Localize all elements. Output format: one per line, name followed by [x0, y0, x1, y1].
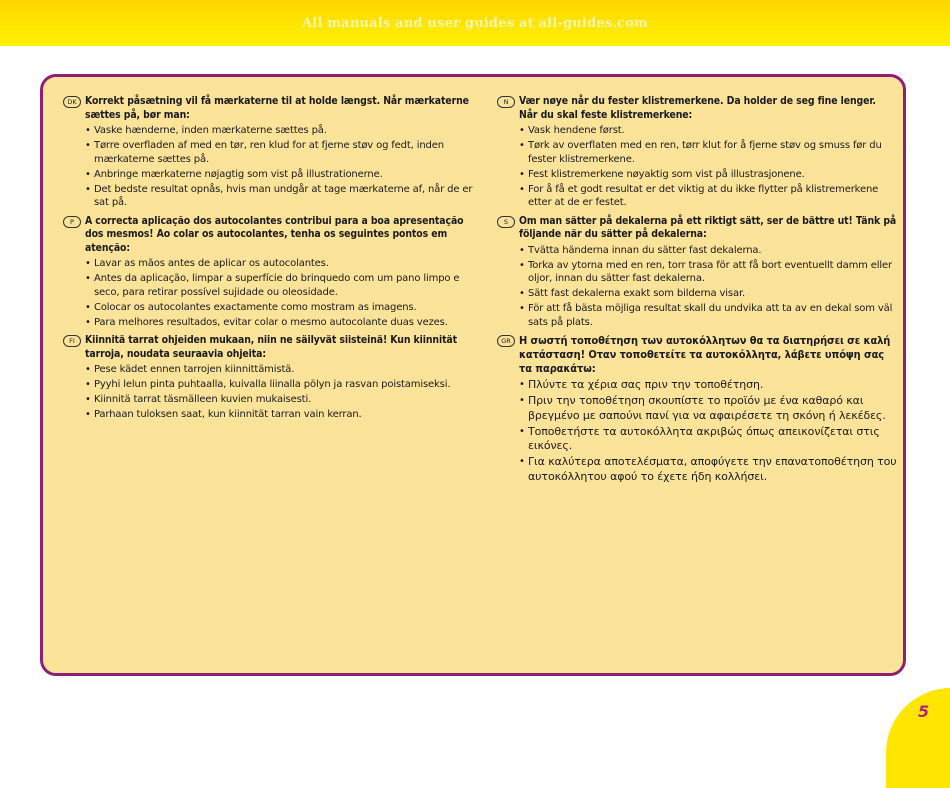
header-bar	[0, 0, 950, 46]
section-heading: Om man sätter på dekalerna på ett riktigt sätt, ser de bättre ut! Tänk på följande när du sätter på dekalerna:	[519, 214, 897, 240]
list-item: • Πλύντε τα χέρια σας πριν την τοποθέτηση.	[519, 378, 897, 393]
list-item: • Lavar as mãos antes de aplicar os autocolantes.	[85, 257, 477, 271]
section-heading: A correcta aplicação dos autocolantes contribui para a boa apresentação dos mesmos! Ao colar os autocolantes, tenha os seguintes pontos em atenção:	[85, 214, 464, 254]
section-gr	[497, 334, 897, 484]
language-badge-dk: DK	[63, 96, 81, 108]
page-number: 5	[918, 702, 930, 721]
section-heading: Η σωστή τοποθέτηση των αυτοκόλλητων θα τα διατηρήσει σε καλή κατάσταση! Οταν τοποθετείτε τα αυτοκόλλητα, λάβετε υπόψη σας τα παρακάτω:	[519, 334, 891, 375]
section-fi	[63, 334, 477, 422]
section-heading: Vær nøye når du fester klistremerkene. Da holder de seg fine lenger. Når du skal feste klistremerkene:	[519, 95, 876, 121]
list-item: • For å få et godt resultat er det viktig at du ikke flytter på klistremerkene etter at de er festet.	[519, 183, 897, 210]
list-item: • Det bedste resultat opnås, hvis man undgår at tage mærkaterne af, når de er sat på.	[85, 183, 477, 210]
list-item: • Vaske hænderne, inden mærkaterne sættes på.	[85, 124, 477, 138]
section-p	[63, 215, 477, 330]
instruction-list	[519, 244, 897, 330]
instruction-list	[519, 124, 897, 210]
instruction-list	[519, 378, 897, 484]
left-column	[63, 95, 477, 427]
instructions-panel	[40, 74, 906, 676]
list-item: • Para melhores resultados, evitar colar o mesmo autocolante duas vezes.	[85, 316, 477, 330]
instruction-list	[85, 257, 477, 329]
instruction-list	[85, 124, 477, 210]
list-item: • Antes da aplicação, limpar a superfície do brinquedo com um pano limpo e seco, para retirar possível sujidade ou oleosidade.	[85, 272, 477, 299]
list-item: • Pese kädet ennen tarrojen kiinnittämistä.	[85, 363, 477, 377]
language-badge-s: S	[497, 216, 515, 228]
list-item: • Τοποθετήστε τα αυτοκόλλητα ακριβώς όπως απεικονίζεται στις εικόνες.	[519, 425, 897, 454]
language-badge-p: P	[63, 216, 81, 228]
list-item: • Torka av ytorna med en ren, torr trasa för att få bort eventuellt damm eller oljor, innan du sätter fast dekalerna.	[519, 259, 897, 286]
section-n	[497, 95, 897, 210]
list-item: • Fest klistremerkene nøyaktig som vist på illustrasjonene.	[519, 168, 897, 182]
list-item: • Vask hendene først.	[519, 124, 897, 138]
list-item: • Tørk av overflaten med en ren, tørr klut for å fjerne støv og smuss før du fester klistremerkene.	[519, 139, 897, 166]
right-column	[497, 95, 897, 489]
list-item: • Sätt fast dekalerna exakt som bilderna visar.	[519, 287, 897, 301]
instruction-list	[85, 363, 477, 422]
list-item: • Colocar os autocolantes exactamente como mostram as imagens.	[85, 301, 477, 315]
header-watermark-text: All manuals and user guides at all-guides.com	[301, 16, 649, 31]
list-item: • Kiinnitä tarrat täsmälleen kuvien mukaisesti.	[85, 393, 477, 407]
section-s	[497, 215, 897, 330]
list-item: • Anbringe mærkaterne nøjagtig som vist på illustrationerne.	[85, 168, 477, 182]
language-badge-fi: FI	[63, 335, 81, 347]
language-badge-n: N	[497, 96, 515, 108]
list-item: • Πριν την τοποθέτηση σκουπίστε το προϊόν με ένα καθαρό και βρεγμένο με σαπούνι πανί για να αφαιρέσετε τη σκόνη ή λεκέδες.	[519, 394, 897, 423]
list-item: • Pyyhi lelun pinta puhtaalla, kuivalla liinalla pölyn ja rasvan poistamiseksi.	[85, 378, 477, 392]
list-item: • Tvätta händerna innan du sätter fast dekalerna.	[519, 244, 897, 258]
list-item: • Για καλύτερα αποτελέσματα, αποφύγετε την επανατοποθέτηση του αυτοκόλλητου αφού το έχετε ήδη κολλήσει.	[519, 455, 897, 484]
section-heading: Kiinnitä tarrat ohjeiden mukaan, niin ne säilyvät siisteinä! Kun kiinnität tarroja, noudata seuraavia ohjeita:	[85, 334, 458, 360]
list-item: • Parhaan tuloksen saat, kun kiinnität tarran vain kerran.	[85, 408, 477, 422]
list-item: • Tørre overfladen af med en tør, ren klud for at fjerne støv og fedt, inden mærkaterne sættes på.	[85, 139, 477, 166]
list-item: • För att få bästa möjliga resultat skall du undvika att ta av en dekal som väl sats på plats.	[519, 302, 897, 329]
section-heading: Korrekt påsætning vil få mærkaterne til at holde længst. Når mærkaterne sættes på, bør man:	[85, 95, 469, 121]
section-dk	[63, 95, 477, 210]
language-badge-gr: GR	[497, 335, 515, 347]
